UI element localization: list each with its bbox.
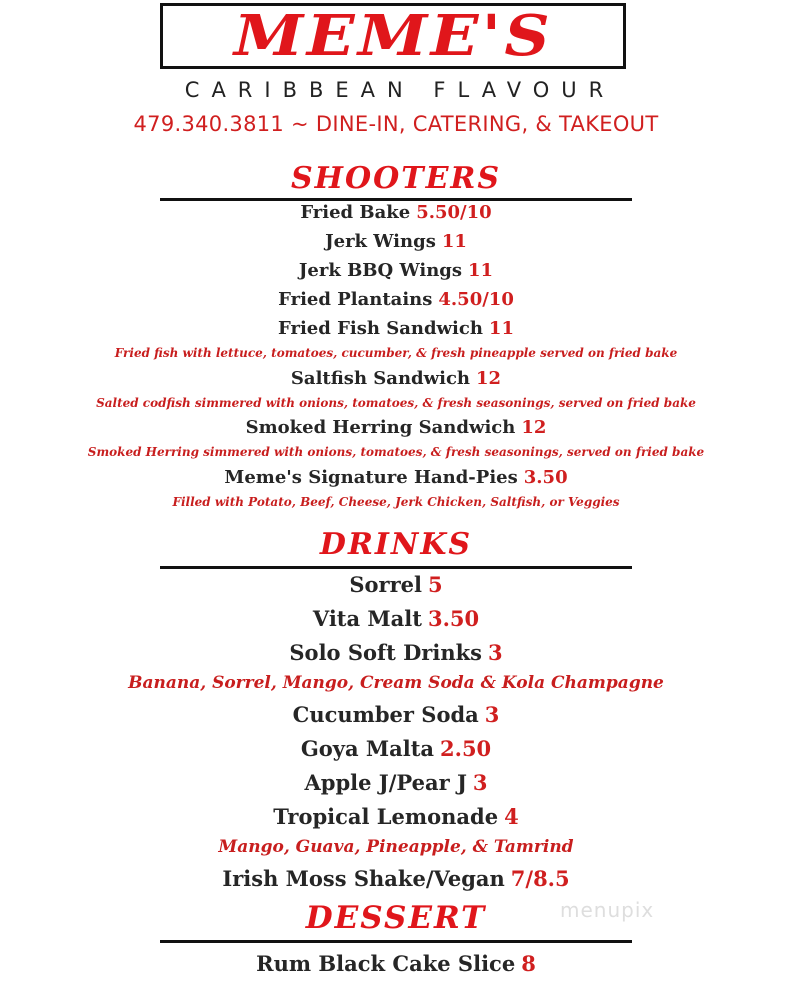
tagline: CARIBBEAN FLAVOUR <box>184 78 616 102</box>
item-description: Smoked Herring simmered with onions, tomatoes, & fresh seasonings, served on fried bake <box>87 445 705 459</box>
item-description: Salted codfish simmered with onions, tomatoes, & fresh seasonings, served on fried bake <box>96 396 696 410</box>
menu-item: Fried Bake 5.50/10 <box>300 202 492 223</box>
menu-item: Smoked Herring Sandwich 12 <box>245 417 547 438</box>
section-title-shooters: SHOOTERS <box>290 161 502 196</box>
item-description: Mango, Guava, Pineapple, & Tamrind <box>218 837 574 857</box>
section-title-drinks: DRINKS <box>319 527 473 562</box>
menu-item: Goya Malta 2.50 <box>300 736 492 761</box>
menu-item: Jerk BBQ Wings 11 <box>298 260 494 281</box>
item-description: Fried fish with lettuce, tomatoes, cucumber, & fresh pineapple served on fried bake <box>114 346 678 360</box>
menu-item: Vita Malt 3.50 <box>312 606 480 631</box>
section-title-dessert: DESSERT <box>305 900 487 936</box>
logo-frame <box>160 3 626 69</box>
menu-item: Rum Black Cake Slice 8 <box>256 951 536 976</box>
menu-item: Saltfish Sandwich 12 <box>290 368 502 389</box>
contact-line: 479.340.3811 ~ DINE-IN, CATERING, & TAKEOUT <box>133 112 659 136</box>
divider-drinks <box>160 566 632 569</box>
menu-item: Fried Plantains 4.50/10 <box>278 289 514 310</box>
menu-item: Cucumber Soda 3 <box>292 702 500 727</box>
menu-item: Solo Soft Drinks 3 <box>289 640 503 665</box>
logo: MEME'S <box>233 3 553 69</box>
menu-item: Tropical Lemonade 4 <box>273 804 519 829</box>
menu-item: Sorrel 5 <box>349 572 443 597</box>
divider-shooters <box>160 198 632 201</box>
item-description: Filled with Potato, Beef, Cheese, Jerk Chicken, Saltfish, or Veggies <box>172 495 620 509</box>
menu-item: Irish Moss Shake/Vegan 7/8.5 <box>222 866 570 891</box>
menu-item: Apple J/Pear J 3 <box>304 770 488 795</box>
watermark: menupix <box>560 898 655 922</box>
divider-dessert <box>160 940 632 943</box>
item-description: Banana, Sorrel, Mango, Cream Soda & Kola Champagne <box>128 673 664 693</box>
menu-item: Meme's Signature Hand-Pies 3.50 <box>224 467 568 488</box>
menu-item: Fried Fish Sandwich 11 <box>278 318 514 339</box>
menu-item: Jerk Wings 11 <box>325 231 467 252</box>
